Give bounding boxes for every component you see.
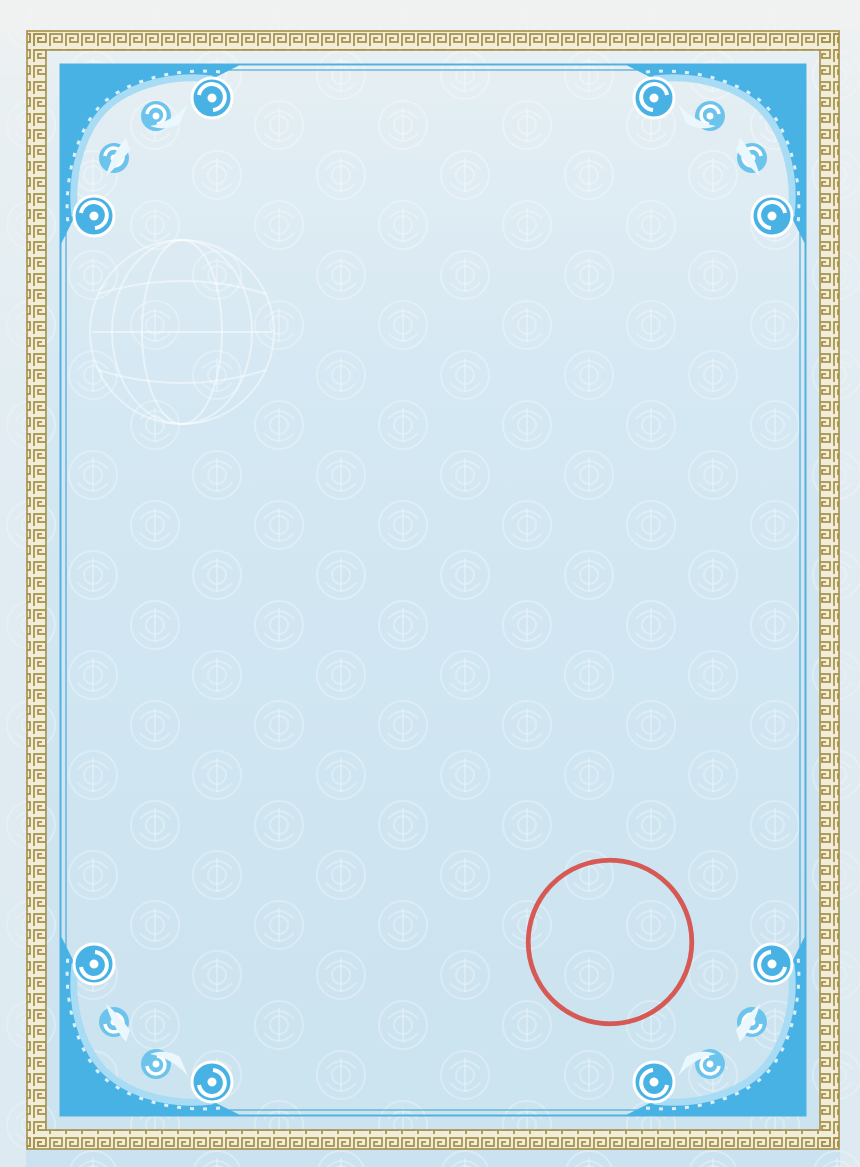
certificate-number (782, 259, 792, 280)
barcode-icon (168, 858, 300, 906)
qr-code-icon (170, 918, 252, 1000)
official-seal (512, 855, 708, 1029)
